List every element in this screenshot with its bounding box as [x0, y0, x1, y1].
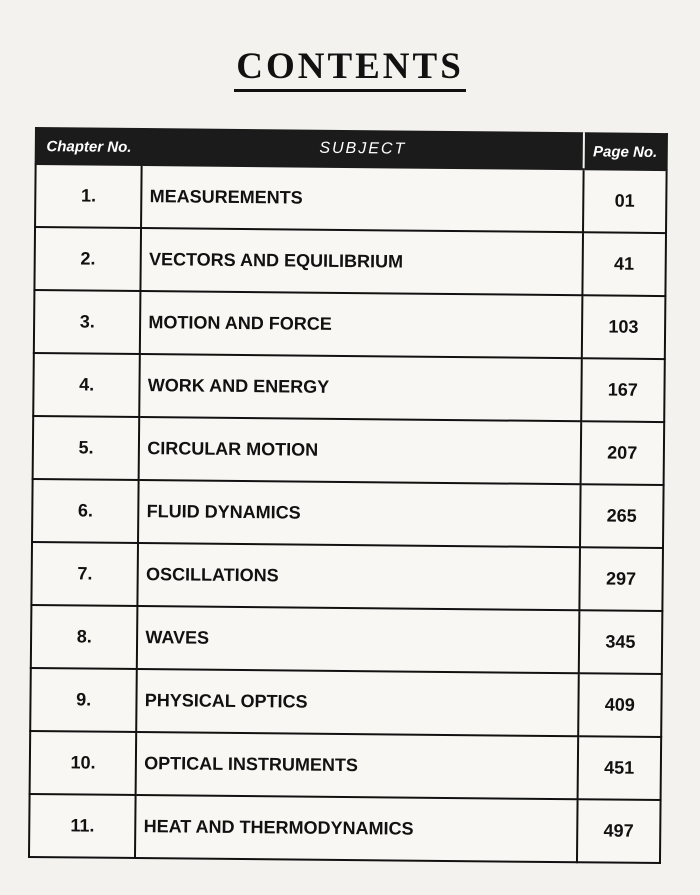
chapter-subject: FLUID DYNAMICS [138, 480, 580, 547]
table-row [30, 731, 662, 800]
chapter-subject: CIRCULAR MOTION [139, 417, 581, 484]
page-title-text: CONTENTS [234, 46, 466, 92]
page-number: 103 [582, 295, 666, 359]
chapter-subject: MEASUREMENTS [141, 165, 583, 232]
page-number: 497 [577, 799, 661, 863]
chapter-number: 9. [30, 668, 137, 732]
chapter-number: 5. [33, 416, 140, 480]
table-row [30, 668, 662, 737]
table-row [34, 227, 666, 296]
page-title [0, 46, 700, 92]
page-number: 297 [579, 547, 663, 611]
table-row [32, 479, 664, 548]
header-page-no: Page No. [583, 133, 667, 170]
chapter-subject: OSCILLATIONS [138, 543, 580, 610]
table-row [33, 353, 665, 422]
page-number: 409 [578, 673, 662, 737]
chapter-subject: OPTICAL INSTRUMENTS [136, 732, 578, 799]
table-row [34, 290, 666, 359]
header-chapter-no: Chapter No. [36, 128, 143, 165]
chapter-subject: PHYSICAL OPTICS [137, 669, 579, 736]
chapter-subject: HEAT AND THERMODYNAMICS [135, 795, 577, 862]
page-number: 345 [579, 610, 663, 674]
page-number: 265 [580, 484, 664, 548]
chapter-subject: WORK AND ENERGY [140, 354, 582, 421]
chapter-number: 8. [31, 605, 138, 669]
table-row [35, 164, 667, 233]
chapter-number: 4. [33, 353, 140, 417]
table-row [33, 416, 665, 485]
header-row [36, 128, 667, 170]
page-number: 167 [581, 358, 665, 422]
contents-table [28, 127, 668, 864]
page-number: 01 [583, 169, 667, 233]
chapter-number: 3. [34, 290, 141, 354]
chapter-number: 6. [32, 479, 139, 543]
chapter-subject: MOTION AND FORCE [140, 291, 582, 358]
chapter-number: 1. [35, 164, 142, 228]
header-subject: SUBJECT [142, 129, 584, 169]
chapter-number: 11. [29, 794, 136, 858]
page-number: 207 [580, 421, 664, 485]
table-row [29, 794, 661, 863]
page-number: 41 [582, 232, 666, 296]
chapter-subject: VECTORS AND EQUILIBRIUM [141, 228, 583, 295]
chapter-number: 7. [31, 542, 138, 606]
page-number: 451 [577, 736, 661, 800]
chapter-number: 10. [30, 731, 137, 795]
table-row [31, 542, 663, 611]
chapter-subject: WAVES [137, 606, 579, 673]
table-row [31, 605, 663, 674]
chapter-number: 2. [34, 227, 141, 291]
